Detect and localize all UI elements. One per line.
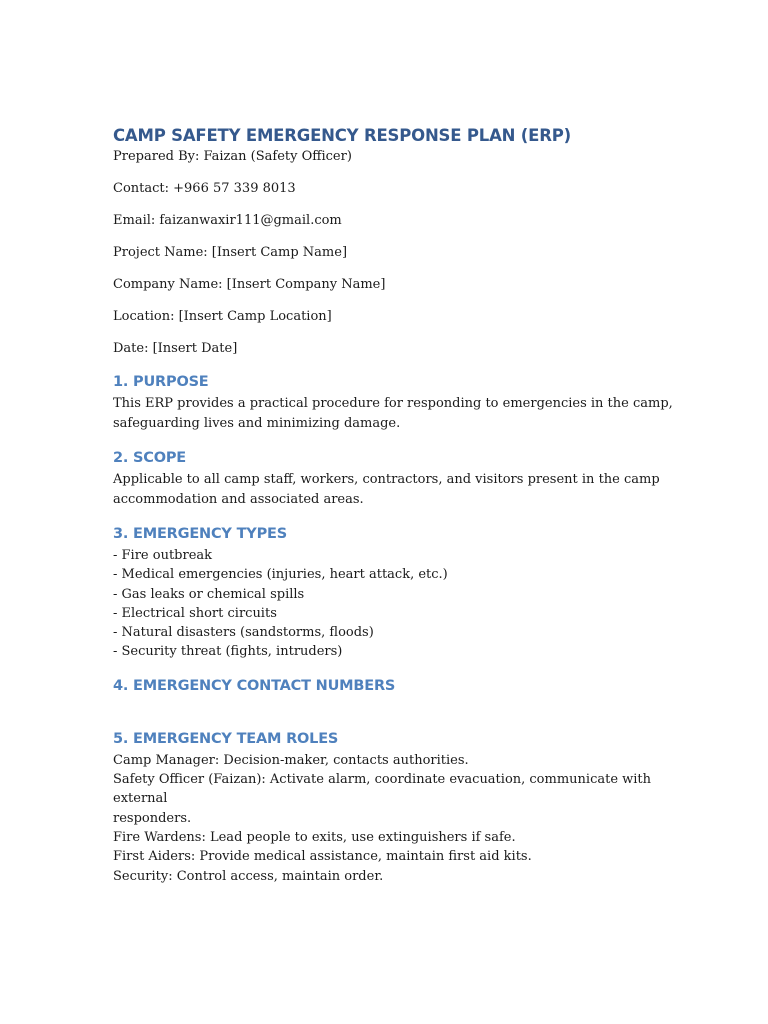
paragraph-line: safeguarding lives and minimizing damage. — [113, 415, 401, 431]
paragraph-line: accommodation and associated areas. — [113, 491, 364, 507]
list-item: - Fire outbreak — [113, 548, 213, 563]
meta-prepared-by: Prepared By: Faizan (Safety Officer) — [113, 149, 352, 164]
section-scope — [113, 448, 673, 509]
section-emergency-types — [113, 524, 673, 662]
section-heading: 3. EMERGENCY TYPES — [113, 526, 287, 542]
section-emergency-team-roles — [113, 729, 673, 886]
list-item: - Medical emergencies (injuries, heart attack, etc.) — [113, 567, 448, 583]
section-emergency-contact-numbers — [113, 676, 673, 696]
meta-date: Date: [Insert Date] — [113, 341, 238, 356]
section-heading: 1. PURPOSE — [113, 374, 209, 390]
section-heading: 4. EMERGENCY CONTACT NUMBERS — [113, 677, 396, 694]
paragraph-line: This ERP provides a practical procedure for responding to emergencies in the camp, — [113, 396, 673, 411]
document-title: CAMP SAFETY EMERGENCY RESPONSE PLAN (ERP) — [113, 126, 571, 145]
meta-project-name: Project Name: [Insert Camp Name] — [113, 245, 348, 260]
list-item: - Electrical short circuits — [113, 605, 277, 621]
role-line: First Aiders: Provide medical assistance, maintain first aid kits. — [113, 849, 532, 865]
meta-contact: Contact: +966 57 339 8013 — [113, 181, 296, 196]
section-heading: 5. EMERGENCY TEAM ROLES — [113, 730, 339, 747]
document-meta — [113, 148, 673, 358]
role-line: Fire Wardens: Lead people to exits, use extinguishers if safe. — [113, 829, 516, 845]
role-line: Safety Officer (Faizan): Activate alarm, coordinate evacuation, communicate with external — [113, 772, 652, 807]
meta-company-name: Company Name: [Insert Company Name] — [113, 277, 386, 292]
section-purpose — [113, 372, 673, 433]
meta-email: Email: faizanwaxir111@gmail.com — [113, 213, 342, 228]
meta-location: Location: [Insert Camp Location] — [113, 309, 332, 324]
list-item: - Security threat (fights, intruders) — [113, 644, 343, 660]
paragraph-line: Applicable to all camp staff, workers, contractors, and visitors present in the camp — [113, 472, 660, 487]
role-line: responders. — [113, 810, 192, 826]
list-item: - Gas leaks or chemical spills — [113, 586, 305, 602]
list-item: - Natural disasters (sandstorms, floods) — [113, 625, 374, 641]
role-line: Security: Control access, maintain order. — [113, 868, 384, 884]
role-line: Camp Manager: Decision-maker, contacts authorities. — [113, 752, 469, 768]
section-heading: 2. SCOPE — [113, 450, 186, 466]
document-body — [113, 125, 673, 886]
